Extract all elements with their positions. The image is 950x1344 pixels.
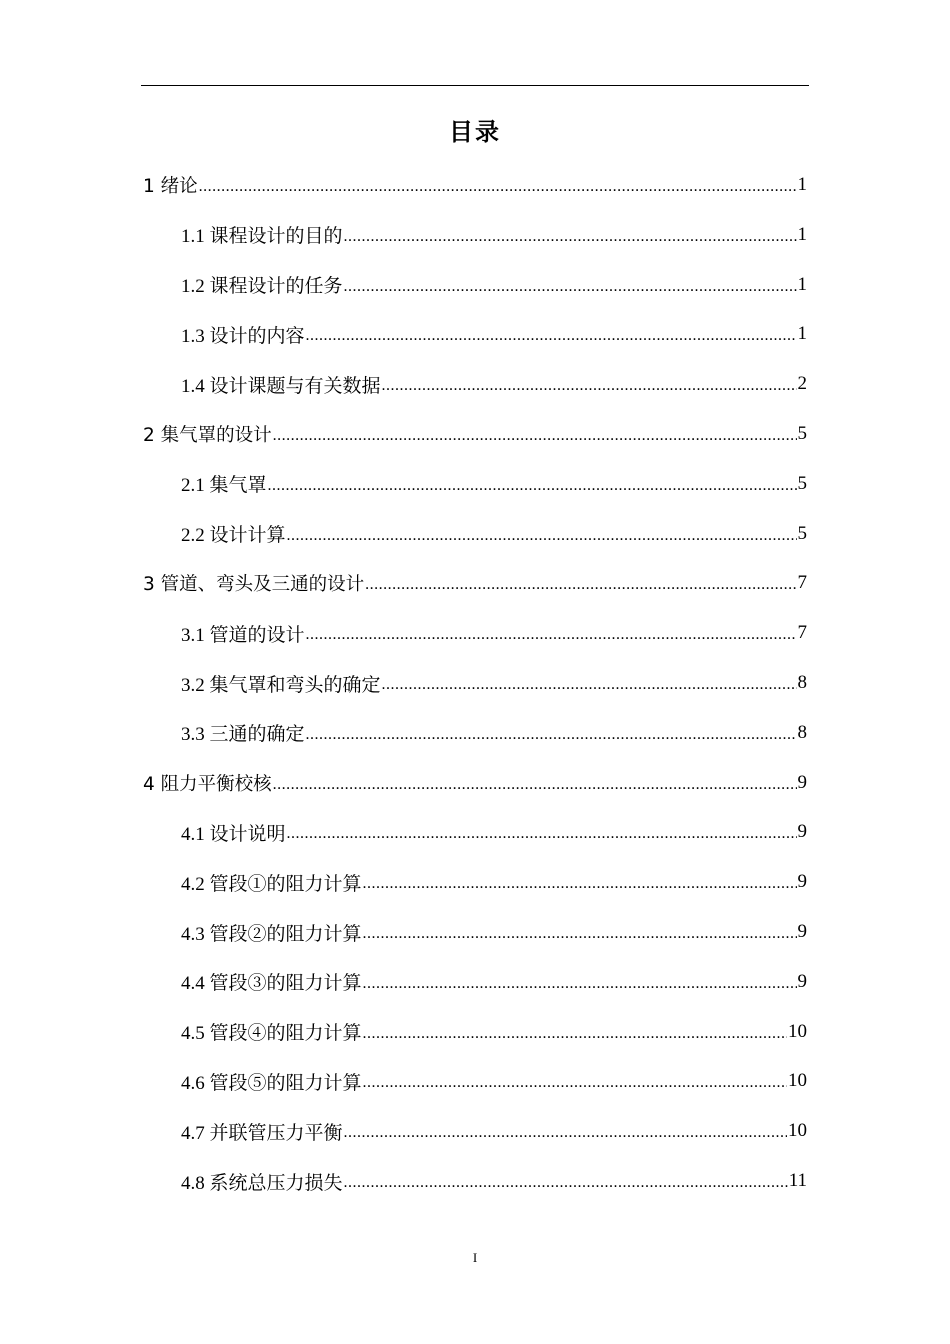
toc-entry-page: 10 — [788, 1020, 807, 1042]
toc-chapter-entry[interactable] — [143, 411, 807, 457]
toc-section-entry[interactable] — [181, 1108, 807, 1154]
toc-entry-label: 3.2 集气罩和弯头的确定 — [181, 674, 381, 696]
toc-dot-leader — [363, 978, 797, 990]
toc-section-entry[interactable] — [181, 1058, 807, 1104]
toc-dot-leader — [306, 629, 797, 641]
toc-dot-leader — [363, 1028, 787, 1040]
toc-entry-label: 4 阻力平衡校核 — [143, 773, 272, 795]
toc-entry-page: 2 — [797, 373, 807, 395]
toc-entry-page: 1 — [797, 174, 807, 195]
toc-section-entry[interactable] — [181, 909, 807, 955]
toc-section-entry[interactable] — [181, 212, 807, 258]
toc-dot-leader — [273, 779, 797, 791]
toc-chapter-entry[interactable] — [143, 162, 807, 208]
toc-section-entry[interactable] — [181, 859, 807, 905]
toc-entry-label: 3.3 三通的确定 — [181, 724, 305, 746]
toc-entry-label: 3 管道、弯头及三通的设计 — [143, 574, 365, 596]
toc-section-entry[interactable] — [181, 311, 807, 357]
toc-entry-label: 4.5 管段④的阻力计算 — [181, 1023, 362, 1045]
header-rule — [141, 85, 809, 86]
toc-section-entry[interactable] — [181, 461, 807, 507]
toc-entry-label: 4.2 管段①的阻力计算 — [181, 873, 362, 895]
toc-section-entry[interactable] — [181, 959, 807, 1005]
toc-entry-page: 5 — [797, 522, 807, 544]
toc-dot-leader — [306, 330, 797, 342]
toc-entry-page: 9 — [797, 771, 807, 793]
toc-entry-page: 1 — [797, 323, 807, 345]
toc-entry-page: 11 — [788, 1170, 807, 1191]
toc-chapter-entry[interactable] — [143, 760, 807, 806]
toc-entry-page: 9 — [797, 821, 807, 843]
toc-dot-leader — [199, 181, 797, 193]
toc-dot-leader — [344, 1127, 787, 1139]
toc-entry-label: 1 绪论 — [143, 176, 198, 197]
toc-dot-leader — [268, 480, 797, 492]
toc-dot-leader — [382, 679, 797, 691]
toc-entry-page: 5 — [797, 472, 807, 494]
toc-entry-page: 1 — [797, 223, 807, 245]
toc-dot-leader — [382, 380, 797, 392]
toc-dot-leader — [287, 530, 797, 542]
toc-chapter-entry[interactable] — [143, 560, 807, 606]
toc-dot-leader — [344, 1177, 788, 1189]
toc-dot-leader — [306, 729, 797, 741]
toc-entry-label: 4.8 系统总压力损失 — [181, 1172, 343, 1194]
toc-section-entry[interactable] — [181, 262, 807, 308]
toc-entry-label: 3.1 管道的设计 — [181, 624, 305, 646]
toc-section-entry[interactable] — [181, 1158, 807, 1204]
toc-entry-page: 1 — [797, 273, 807, 295]
toc-entry-label: 1.4 设计课题与有关数据 — [181, 375, 381, 397]
toc-section-entry[interactable] — [181, 710, 807, 756]
toc-section-entry[interactable] — [181, 660, 807, 706]
toc-section-entry[interactable] — [181, 511, 807, 557]
toc-entry-label: 4.7 并联管压力平衡 — [181, 1122, 343, 1144]
toc-entry-page: 8 — [797, 721, 807, 743]
toc-entry-page: 7 — [797, 622, 807, 644]
toc-entry-page: 9 — [797, 871, 807, 893]
toc-section-entry[interactable] — [181, 1009, 807, 1055]
toc-entry-label: 2.2 设计计算 — [181, 525, 286, 547]
toc-entry-label: 2.1 集气罩 — [181, 475, 267, 497]
toc-dot-leader — [273, 430, 797, 442]
toc-dot-leader — [365, 579, 796, 591]
toc-section-entry[interactable] — [181, 361, 807, 407]
toc-entry-page: 9 — [797, 970, 807, 992]
toc-dot-leader — [344, 231, 797, 243]
toc-entry-label: 1.3 设计的内容 — [181, 325, 305, 347]
toc-section-entry[interactable] — [181, 809, 807, 855]
toc-entry-page: 5 — [797, 423, 807, 444]
toc-entry-page: 9 — [797, 921, 807, 942]
toc-dot-leader — [363, 878, 797, 890]
toc-entry-label: 4.3 管段②的阻力计算 — [181, 923, 362, 945]
toc-dot-leader — [363, 1077, 787, 1089]
toc-entry-label: 4.6 管段⑤的阻力计算 — [181, 1072, 362, 1094]
toc-dot-leader — [287, 828, 797, 840]
toc-entry-label: 4.4 管段③的阻力计算 — [181, 973, 362, 995]
toc-entry-page: 10 — [788, 1070, 807, 1092]
toc-entry-label: 1.2 课程设计的任务 — [181, 276, 343, 298]
toc-dot-leader — [363, 928, 797, 940]
toc-entry-page: 7 — [797, 572, 807, 594]
toc-dot-leader — [344, 281, 797, 293]
toc-entry-label: 4.1 设计说明 — [181, 823, 286, 845]
toc-entry-label: 1.1 课程设计的目的 — [181, 226, 343, 248]
toc-entry-page: 8 — [797, 672, 807, 693]
toc-entry-label: 2 集气罩的设计 — [143, 425, 272, 446]
page-title: 目录 — [449, 118, 501, 146]
toc-entry-page: 10 — [788, 1120, 807, 1142]
toc-section-entry[interactable] — [181, 610, 807, 656]
page-number: I — [472, 1250, 478, 1265]
